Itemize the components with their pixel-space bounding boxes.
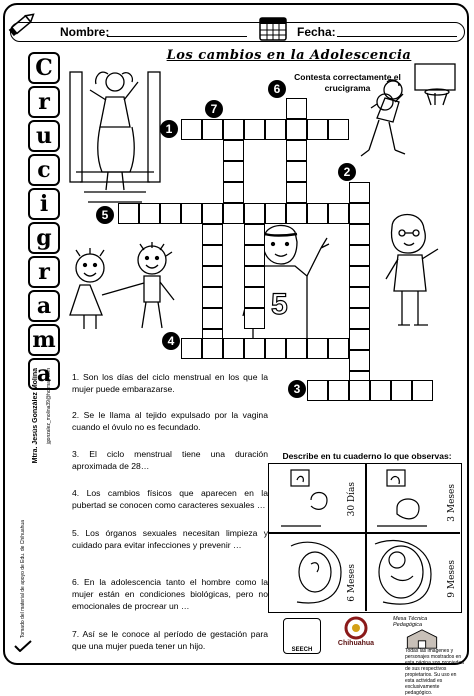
crossword-cell[interactable] — [349, 287, 370, 308]
crossword-cell[interactable] — [244, 203, 265, 224]
crossword-cell[interactable] — [265, 203, 286, 224]
calendar-icon — [258, 13, 288, 43]
crossword-cell[interactable] — [391, 380, 412, 401]
crossword-cell[interactable] — [181, 119, 202, 140]
crossword-cell[interactable] — [328, 338, 349, 359]
chihuahua-logo-text: Chihuahua — [337, 640, 375, 647]
crossword-cell[interactable] — [286, 161, 307, 182]
crossword-cell[interactable] — [223, 338, 244, 359]
vertical-title-letter: i — [28, 188, 60, 220]
stage-9-months-drawing — [367, 536, 447, 608]
crossword-cell[interactable] — [412, 380, 433, 401]
crossword-cell[interactable] — [202, 338, 223, 359]
crossword-cell[interactable] — [370, 380, 391, 401]
pregnancy-stages-panel — [268, 463, 462, 613]
crossword-cell[interactable] — [202, 245, 223, 266]
stage-3-months-drawing — [367, 468, 447, 530]
crossword-cell[interactable] — [223, 161, 244, 182]
crossword-cell[interactable] — [202, 224, 223, 245]
clue-item: 2. Se le llama al tejido expulsado por la vagina cuando el óvulo no es fecundado. — [72, 410, 268, 432]
crossword-cell[interactable] — [349, 182, 370, 203]
shirt-number: 5 — [271, 288, 288, 321]
crossword-cell[interactable] — [244, 338, 265, 359]
clue-item: 6. En la adolescencia tanto el hombre como la mujer están en condiciones biológicas, pero no emocionales de procrear un … — [72, 577, 268, 611]
crossword-cell[interactable] — [244, 287, 265, 308]
crossword-cell[interactable] — [349, 266, 370, 287]
girl-waving-illustration — [378, 205, 450, 335]
vertical-title-letter: m — [28, 324, 60, 356]
crossword-cell[interactable] — [328, 203, 349, 224]
stage-label-6-meses: 6 Meses — [347, 564, 357, 602]
source-note: Tomado del material de apoyo de Edu. de Chihuahua — [20, 520, 26, 639]
observe-title: Describe en tu cuaderno lo que observas: — [282, 451, 452, 461]
mesa-tecnica-text: Mesa Técnica Pedagógica — [393, 616, 428, 628]
crossword-cell[interactable] — [139, 203, 160, 224]
girl-on-stairs-illustration — [68, 52, 162, 212]
crossword-cell[interactable] — [223, 182, 244, 203]
vertical-title-letter: a — [28, 290, 60, 322]
vertical-title-letter: c — [28, 154, 60, 186]
vertical-title-letter: r — [28, 256, 60, 288]
crossword-cell[interactable] — [244, 308, 265, 329]
crossword-cell[interactable] — [223, 140, 244, 161]
crossword-number: 7 — [205, 100, 223, 118]
crossword-cell[interactable] — [118, 203, 139, 224]
crossword-cell[interactable] — [328, 119, 349, 140]
crossword-cell[interactable] — [223, 119, 244, 140]
crossword-cell[interactable] — [307, 338, 328, 359]
crossword-number: 2 — [338, 163, 356, 181]
crossword-cell[interactable] — [286, 119, 307, 140]
chihuahua-logo — [333, 616, 379, 654]
crossword-cell[interactable] — [286, 338, 307, 359]
crossword-cell[interactable] — [328, 380, 349, 401]
clue-item: 5. Los órganos sexuales necesitan limpieza y cuidado para evitar infecciones y prevenir … — [72, 528, 268, 550]
stage-label-30-dias: 30 Días — [347, 482, 357, 517]
name-line[interactable] — [107, 36, 247, 37]
vertical-title-letter: u — [28, 120, 60, 152]
vertical-title-letter: r — [28, 86, 60, 118]
crossword-cell[interactable] — [286, 140, 307, 161]
crossword-cell[interactable] — [349, 329, 370, 350]
crossword-cell[interactable] — [349, 380, 370, 401]
seech-logo — [283, 618, 321, 654]
mesa-tecnica-logo — [393, 616, 451, 650]
crossword-cell[interactable] — [349, 224, 370, 245]
stage-label-3-meses: 3 Meses — [447, 484, 457, 522]
author-name: Mtra. Jesús González Molina — [32, 368, 39, 464]
clue-item: 7. Así se le conoce al período de gestación para que una mujer pueda tener un hijo. — [72, 629, 268, 651]
instructions: Contesta correctamente el crucigrama — [294, 72, 401, 93]
kids-holding-hands-illustration — [60, 240, 185, 335]
vertical-title-letter: C — [28, 52, 60, 84]
crossword-cell[interactable] — [349, 350, 370, 371]
school-building-icon — [402, 628, 442, 650]
crossword-cell[interactable] — [349, 308, 370, 329]
crossword-cell[interactable] — [265, 338, 286, 359]
crossword-number: 1 — [160, 120, 178, 138]
basketball-player-illustration — [355, 62, 460, 172]
crossword-cell[interactable] — [286, 98, 307, 119]
crossword-cell[interactable] — [181, 203, 202, 224]
crossword-cell[interactable] — [202, 308, 223, 329]
crossword-number: 5 — [96, 206, 114, 224]
crossword-cell[interactable] — [202, 266, 223, 287]
crossword-cell[interactable] — [223, 203, 244, 224]
chihuahua-emblem-icon — [344, 616, 368, 640]
seech-logo-text: SEECH — [291, 647, 313, 653]
crossword-cell[interactable] — [307, 203, 328, 224]
crossword-number: 3 — [288, 380, 306, 398]
page-title: Los cambios en la Adolescencia — [166, 48, 412, 63]
crossword-cell[interactable] — [286, 182, 307, 203]
clue-item: 1. Son los días del ciclo menstrual en los que la mujer puede embarazarse. — [72, 372, 268, 394]
crossword-cell[interactable] — [265, 119, 286, 140]
crossword-cell[interactable] — [307, 119, 328, 140]
crossword-cell[interactable] — [307, 380, 328, 401]
crossword-cell[interactable] — [202, 203, 223, 224]
crossword-cell[interactable] — [244, 266, 265, 287]
vertical-title-letter: g — [28, 222, 60, 254]
crossword-cell[interactable] — [349, 203, 370, 224]
date-label: Fecha: — [297, 25, 336, 39]
crossword-cell[interactable] — [349, 245, 370, 266]
crossword-cell[interactable] — [202, 119, 223, 140]
clue-item: 4. Los cambios físicos que aparecen en la pubertad se conocen como caracteres sexuales … — [72, 488, 268, 510]
crossword-cell[interactable] — [244, 224, 265, 245]
crossword-cell[interactable] — [181, 338, 202, 359]
crossword-cell[interactable] — [244, 119, 265, 140]
check-logo-icon — [14, 640, 32, 652]
crossword-number: 4 — [162, 332, 180, 350]
date-line[interactable] — [337, 36, 457, 37]
author-email: jgonzalez_molina39@hotmail.com — [46, 368, 52, 445]
crossword-number: 6 — [268, 80, 286, 98]
crossword-cell[interactable] — [244, 245, 265, 266]
copyright-footer: Todas las imágenes y personajes mostrados en esta página son propiedad de sus respectivos propietarios. Su uso en esta actividad es exclusivamente pedagógico. — [405, 648, 464, 696]
crossword-cell[interactable] — [286, 203, 307, 224]
clue-item: 3. El ciclo menstrual tiene una duración aproximada de 28… — [72, 449, 268, 471]
vertical-title-letter: a — [28, 358, 60, 390]
crossword-cell[interactable] — [160, 203, 181, 224]
name-label: Nombre: — [60, 25, 110, 39]
stage-label-9-meses: 9 Meses — [447, 560, 457, 598]
crossword-cell[interactable] — [202, 287, 223, 308]
